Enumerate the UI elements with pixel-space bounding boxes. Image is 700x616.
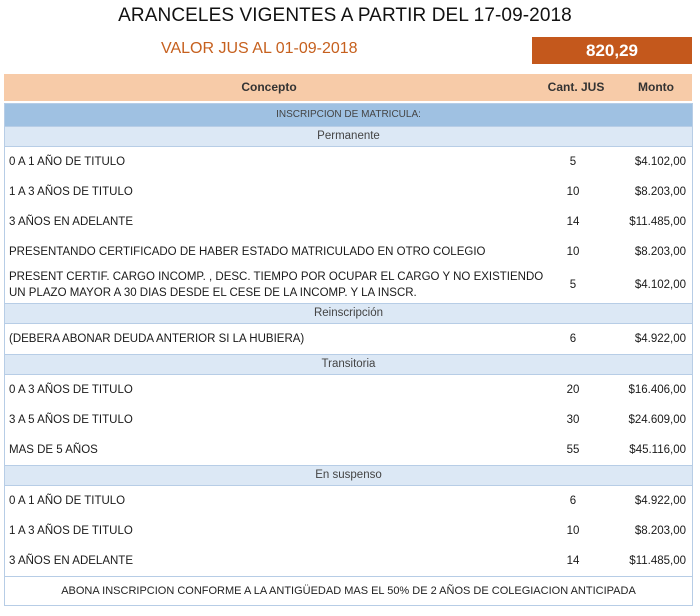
- row-monto: $45.116,00: [629, 444, 686, 456]
- table-row: [5, 237, 692, 267]
- row-cant-jus: 10: [566, 525, 580, 537]
- footer-note: ABONA INSCRIPCION CONFORME A LA ANTIGÜEDAD MAS EL 50% DE 2 AÑOS DE COLEGIACION ANTICIPADA: [5, 576, 692, 605]
- row-cant-jus: 6: [569, 333, 577, 345]
- column-header-concepto: Concepto: [241, 80, 297, 94]
- row-concepto: 3 AÑOS EN ADELANTE: [9, 555, 133, 567]
- page-title: ARANCELES VIGENTES A PARTIR DEL 17-09-2018: [118, 5, 572, 26]
- group-header-reinscripcion: Reinscripción: [5, 303, 692, 324]
- row-concepto: 0 A 1 AÑO DE TITULO: [9, 156, 126, 168]
- row-cant-jus: 5: [569, 156, 577, 168]
- row-concepto: 1 A 3 AÑOS DE TITULO: [9, 186, 133, 198]
- table-row: [5, 546, 692, 576]
- row-monto: $8.203,00: [634, 186, 686, 198]
- row-monto: $24.609,00: [628, 414, 686, 426]
- group-header-en-suspenso: En suspenso: [5, 465, 692, 486]
- table-row: [5, 405, 692, 435]
- row-monto: $16.406,00: [628, 384, 686, 396]
- column-header-monto: Monto: [638, 80, 674, 94]
- group-header-permanente: Permanente: [5, 126, 692, 147]
- group-header-transitoria: Transitoria: [5, 354, 692, 375]
- row-concepto: 0 A 3 AÑOS DE TITULO: [9, 384, 133, 396]
- row-concepto: PRESENTANDO CERTIFICADO DE HABER ESTADO MATRICULADO EN OTRO COLEGIO: [9, 246, 486, 258]
- table-row: [5, 375, 692, 405]
- fee-table: [4, 103, 693, 606]
- table-row: [5, 486, 692, 516]
- column-header-cant-jus: Cant. JUS: [547, 80, 605, 94]
- row-concepto: 0 A 1 AÑO DE TITULO: [9, 495, 126, 507]
- row-cant-jus: 20: [566, 384, 580, 396]
- row-cant-jus: 6: [569, 495, 577, 507]
- jus-value-label: VALOR JUS AL 01-09-2018: [161, 40, 358, 57]
- table-row: [5, 516, 692, 546]
- table-row: [5, 324, 692, 354]
- row-monto: $4.102,00: [634, 156, 686, 168]
- row-cant-jus: 14: [566, 555, 580, 567]
- section-title: INSCRIPCION DE MATRICULA:: [5, 103, 692, 126]
- row-concepto: PRESENT CERTIF. CARGO INCOMP. , DESC. TIEMPO POR OCUPAR EL CARGO Y NO EXISTIENDO UN PLAZO MAYOR A 30 DIAS DESDE EL CESE DE LA INCOMP. Y LA INSCR.: [9, 271, 544, 299]
- row-concepto: 1 A 3 AÑOS DE TITULO: [9, 525, 133, 537]
- table-header: [4, 74, 692, 101]
- row-concepto: MAS DE 5 AÑOS: [9, 444, 98, 456]
- row-monto: $11.485,00: [629, 555, 686, 567]
- row-monto: $4.922,00: [634, 333, 686, 345]
- row-monto: $4.922,00: [634, 495, 686, 507]
- row-concepto: (DEBERA ABONAR DEUDA ANTERIOR SI LA HUBIERA): [9, 333, 305, 345]
- jus-value-badge: 820,29: [532, 37, 692, 64]
- row-monto: $11.485,00: [629, 216, 686, 228]
- row-concepto: 3 A 5 AÑOS DE TITULO: [9, 414, 133, 426]
- table-row: [5, 147, 692, 177]
- row-cant-jus: 5: [569, 279, 577, 291]
- table-row: [5, 267, 692, 303]
- row-concepto: 3 AÑOS EN ADELANTE: [9, 216, 133, 228]
- row-monto: $8.203,00: [634, 246, 686, 258]
- row-monto: $8.203,00: [634, 525, 686, 537]
- table-row: [5, 435, 692, 465]
- table-row: [5, 177, 692, 207]
- row-cant-jus: 10: [566, 246, 580, 258]
- table-row: [5, 207, 692, 237]
- row-cant-jus: 14: [566, 216, 580, 228]
- row-cant-jus: 30: [566, 414, 580, 426]
- row-cant-jus: 10: [566, 186, 580, 198]
- row-cant-jus: 55: [566, 444, 580, 456]
- row-monto: $4.102,00: [634, 279, 686, 291]
